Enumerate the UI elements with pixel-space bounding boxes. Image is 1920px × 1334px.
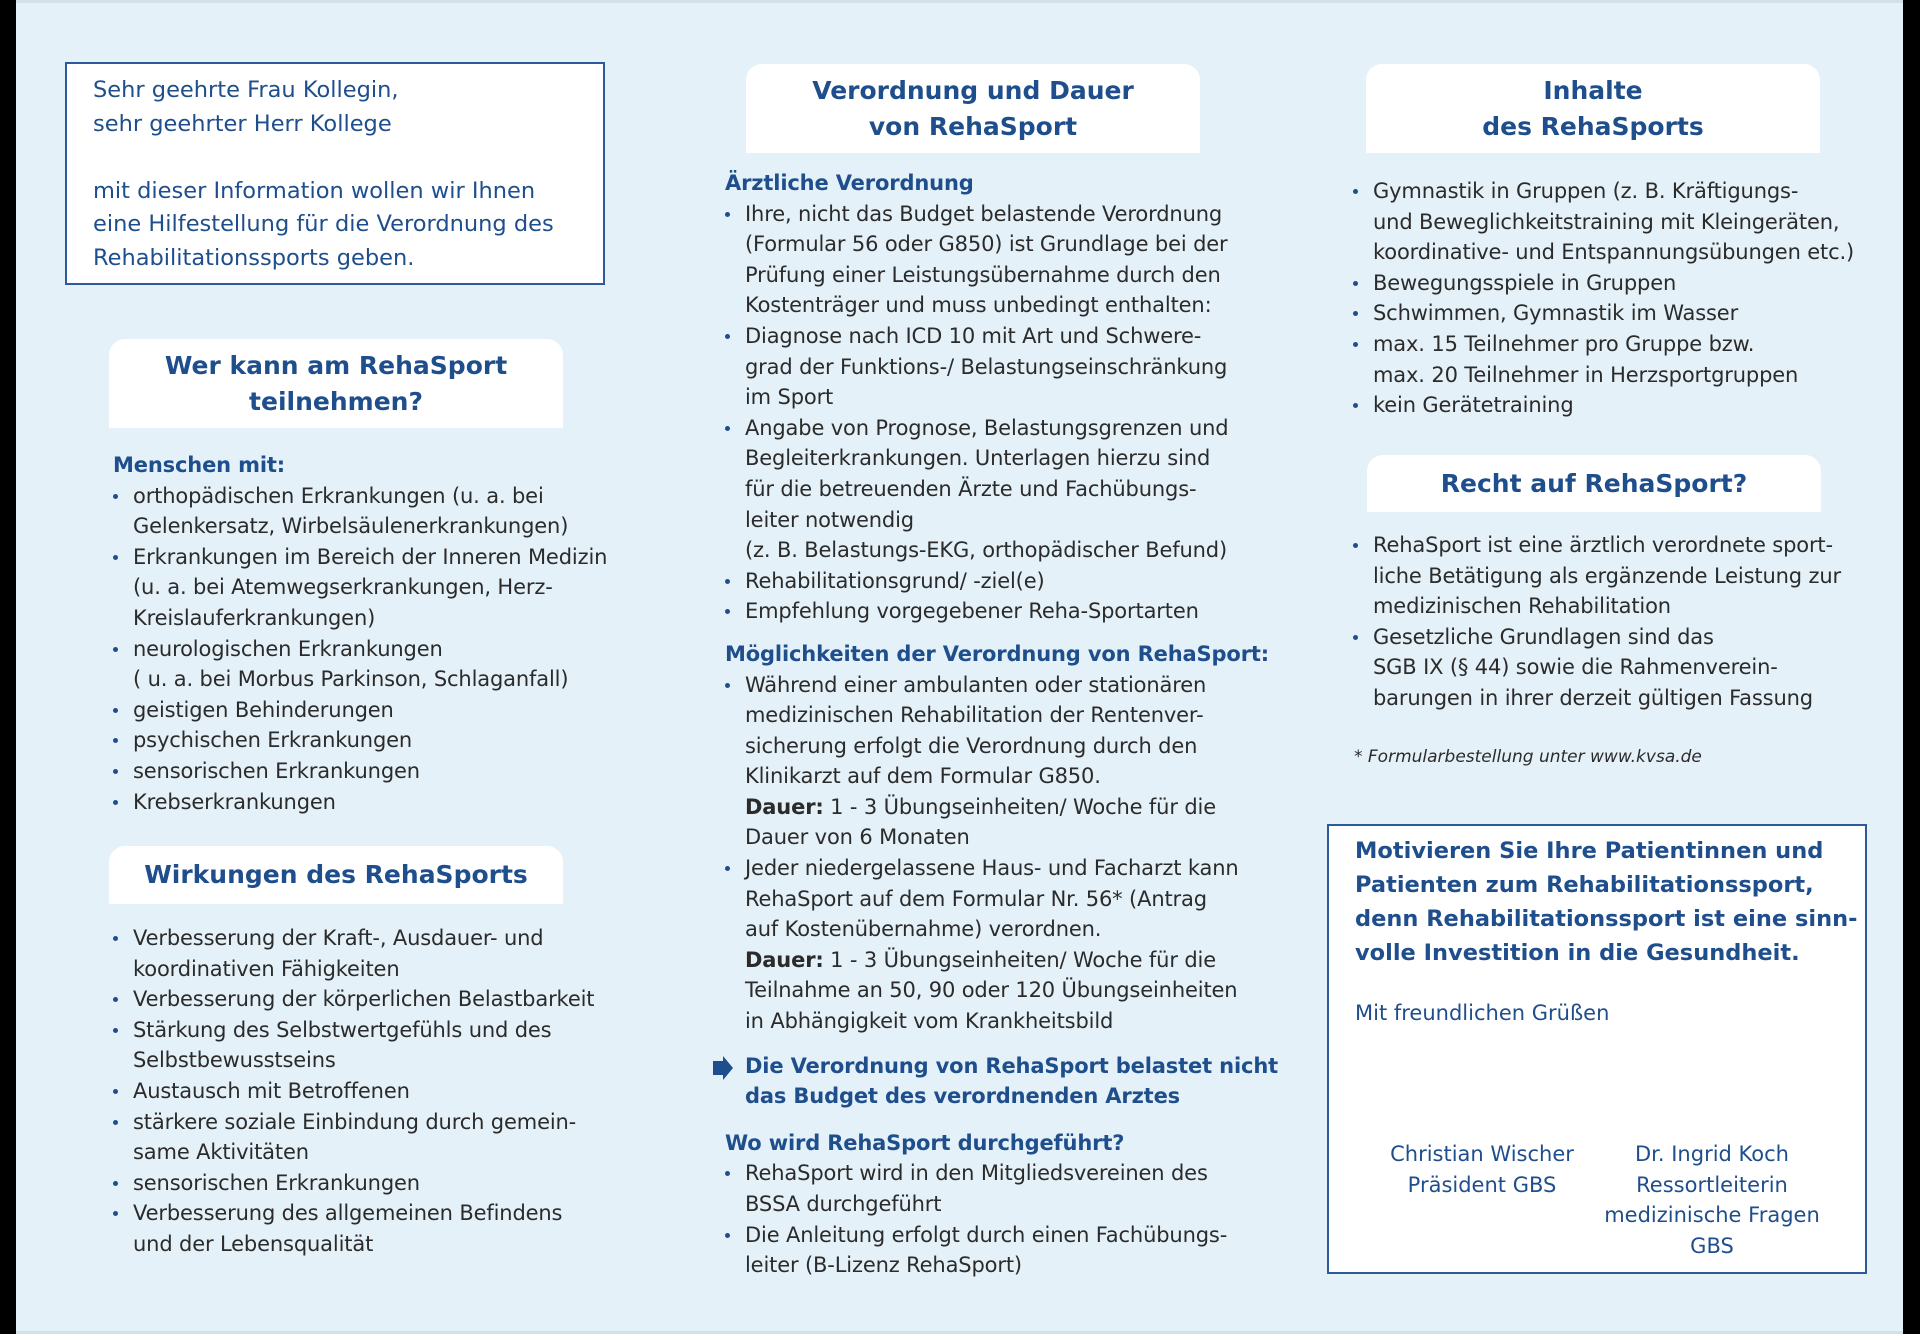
intro-line: Rehabilitationssports geben. [93, 244, 415, 271]
list-item: Erkrankungen im Bereich der Inneren Medizin (u. a. bei Atemwegserkrankungen, Herz- Kreislauferkrankungen) [113, 542, 673, 634]
list-item: sensorischen Erkrankungen [113, 756, 673, 787]
list-item: Ihre, nicht das Budget belastende Verordnung (Formular 56 oder G850) ist Grundlage bei der Prüfung einer Leistungsübernahme durch den Kostenträger und muss unbedingt enthalten: [725, 199, 1285, 321]
signatory-1 [1362, 1139, 1602, 1200]
signatory-2 [1592, 1139, 1832, 1261]
contents-list [1353, 176, 1913, 421]
list-item: Gymnastik in Gruppen (z. B. Kräftigungs- und Beweglichkeitstraining mit Kleingeräten, koordinative- und Entspannungsübungen etc.) [1353, 176, 1913, 268]
signatory-role: medizinische Fragen [1604, 1203, 1820, 1228]
list-item: Jeder niedergelassene Haus- und Facharzt kann RehaSport auf dem Formular Nr. 56* (Antrag auf Kostenübernahme) verordnen. Dauer: 1 - 3 Übungseinheiten/ Woche für die Teilnahme an 50, 90 oder 120 Übungseinheiten in Abhängigkeit vom Krankheitsbild [725, 853, 1285, 1037]
regards: Mit freundlichen Grüßen [1355, 1001, 1610, 1025]
list-item: Krebserkrankungen [113, 787, 673, 818]
prescription-section [725, 168, 1285, 1281]
section-header-rights [1367, 455, 1821, 512]
section-title: Wirkungen des RehaSports [144, 860, 528, 889]
rights-section [1353, 530, 1913, 714]
subheading-where: Wo wird RehaSport durchgeführt? [725, 1130, 1125, 1155]
list-item: Empfehlung vorgegebener Reha-Sportarten [725, 596, 1285, 627]
subheading-people: Menschen mit: [113, 453, 286, 477]
closing-message: Motivieren Sie Ihre Patientinnen und Patienten zum Rehabilitationssport, denn Rehabilitationssport ist eine sinn- volle Investition in die Gesundheit. [1355, 838, 1858, 966]
section-title-line: Verordnung und Dauer [812, 75, 1134, 105]
budget-notice: Die Verordnung von RehaSport belastet nicht das Budget des verordnenden Arztes [725, 1051, 1285, 1112]
list-item: Schwimmen, Gymnastik im Wasser [1353, 298, 1913, 329]
arrow-right-icon [711, 1055, 735, 1081]
signatory-name: Dr. Ingrid Koch [1635, 1142, 1789, 1166]
salutation-line: sehr geehrter Herr Kollege [93, 110, 392, 137]
list-item: RehaSport ist eine ärztlich verordnete sport- liche Betätigung als ergänzende Leistung zur medizinischen Rehabilitation [1353, 530, 1913, 622]
section-title-line: Inhalte [1543, 75, 1643, 105]
section-header-prescription [746, 64, 1200, 153]
section-title-line: Wer kann am RehaSport [164, 350, 508, 380]
list-item: Diagnose nach ICD 10 mit Art und Schwere- grad der Funktions-/ Belastungseinschränkung im Sport [725, 321, 1285, 413]
list-item: kein Gerätetraining [1353, 390, 1913, 421]
who-list [113, 481, 673, 818]
section-title-line: des RehaSports [1482, 111, 1704, 141]
section-header-who [109, 339, 563, 428]
where-list [725, 1158, 1285, 1280]
flyer-page [16, 0, 1903, 1334]
intro-line: mit dieser Information wollen wir Ihnen [93, 177, 536, 204]
intro-line: eine Hilfestellung für die Verordnung des [93, 211, 554, 237]
prescription-list [725, 199, 1285, 627]
list-item: stärkere soziale Einbindung durch gemein- same Aktivitäten [113, 1107, 673, 1168]
section-title-line: von RehaSport [868, 111, 1078, 141]
effects-section [113, 923, 673, 1260]
section-title: Recht auf RehaSport? [1440, 468, 1748, 498]
list-item: neurologischen Erkrankungen ( u. a. bei Morbus Parkinson, Schlaganfall) [113, 634, 673, 695]
list-item: Bewegungsspiele in Gruppen [1353, 268, 1913, 299]
subheading-medical-prescription: Ärztliche Verordnung [725, 171, 974, 195]
effects-list [113, 923, 673, 1260]
list-item: Rehabilitationsgrund/ -ziel(e) [725, 566, 1285, 597]
list-item: RehaSport wird in den Mitgliedsvereinen des BSSA durchgeführt [725, 1158, 1285, 1219]
salutation-line: Sehr geehrte Frau Kollegin, [93, 77, 399, 103]
list-item: Verbesserung der körperlichen Belastbarkeit [113, 984, 673, 1015]
list-item: max. 15 Teilnehmer pro Gruppe bzw. max. 20 Teilnehmer in Herzsportgruppen [1353, 329, 1913, 390]
footnote: * Formularbestellung unter www.kvsa.de [1354, 747, 1702, 767]
list-item: Stärkung des Selbstwertgefühls und des Selbstbewusstseins [113, 1015, 673, 1076]
section-header-contents [1366, 64, 1820, 153]
contents-section [1353, 176, 1913, 421]
list-item: orthopädischen Erkrankungen (u. a. bei Gelenkersatz, Wirbelsäulenerkrankungen) [113, 481, 673, 542]
section-title-line: teilnehmen? [249, 386, 423, 416]
list-item: Gesetzliche Grundlagen sind das SGB IX (§ 44) sowie die Rahmenverein- barungen in ihrer derzeit gültigen Fassung [1353, 622, 1913, 714]
list-item: Die Anleitung erfolgt durch einen Fachübungs- leiter (B-Lizenz RehaSport) [725, 1220, 1285, 1281]
list-item: psychischen Erkrankungen [113, 725, 673, 756]
duration-label: Dauer: [745, 947, 824, 972]
list-item: Angabe von Prognose, Belastungsgrenzen und Begleiterkrankungen. Unterlagen hierzu sind für die betreuenden Ärzte und Fachübungs- leiter notwendig (z. B. Belastungs-EKG, orthopädischer Befund) [725, 413, 1285, 566]
section-header-effects [109, 846, 563, 904]
list-item: Verbesserung des allgemeinen Befindens und der Lebensqualität [113, 1198, 673, 1259]
greeting-text [93, 74, 603, 275]
list-item: Austausch mit Betroffenen [113, 1076, 673, 1107]
duration-line: Dauer: 1 - 3 Übungseinheiten/ Woche für die [745, 947, 1216, 972]
subheading-options: Möglichkeiten der Verordnung von RehaSport: [725, 641, 1270, 666]
rights-list [1353, 530, 1913, 714]
who-section [113, 450, 673, 817]
list-item: Während einer ambulanten oder stationären medizinischen Rehabilitation der Rentenver- sicherung erfolgt die Verordnung durch den Klinikarzt auf dem Formular G850. Dauer: 1 - 3 Übungseinheiten/ Woche für die Dauer von 6 Monaten [725, 670, 1285, 854]
options-list [725, 670, 1285, 1037]
duration-label: Dauer: [745, 794, 824, 819]
duration-line: Dauer: 1 - 3 Übungseinheiten/ Woche für die [745, 794, 1216, 819]
signatory-role: Ressortleiterin [1636, 1172, 1788, 1197]
list-item: geistigen Behinderungen [113, 695, 673, 726]
greeting-box [65, 62, 605, 285]
list-item: sensorischen Erkrankungen [113, 1168, 673, 1199]
signatory-name: Christian Wischer [1390, 1142, 1574, 1166]
list-item: Verbesserung der Kraft-, Ausdauer- und koordinativen Fähigkeiten [113, 923, 673, 984]
signatory-role: Präsident GBS [1407, 1172, 1557, 1197]
signatory-org: GBS [1690, 1233, 1734, 1258]
